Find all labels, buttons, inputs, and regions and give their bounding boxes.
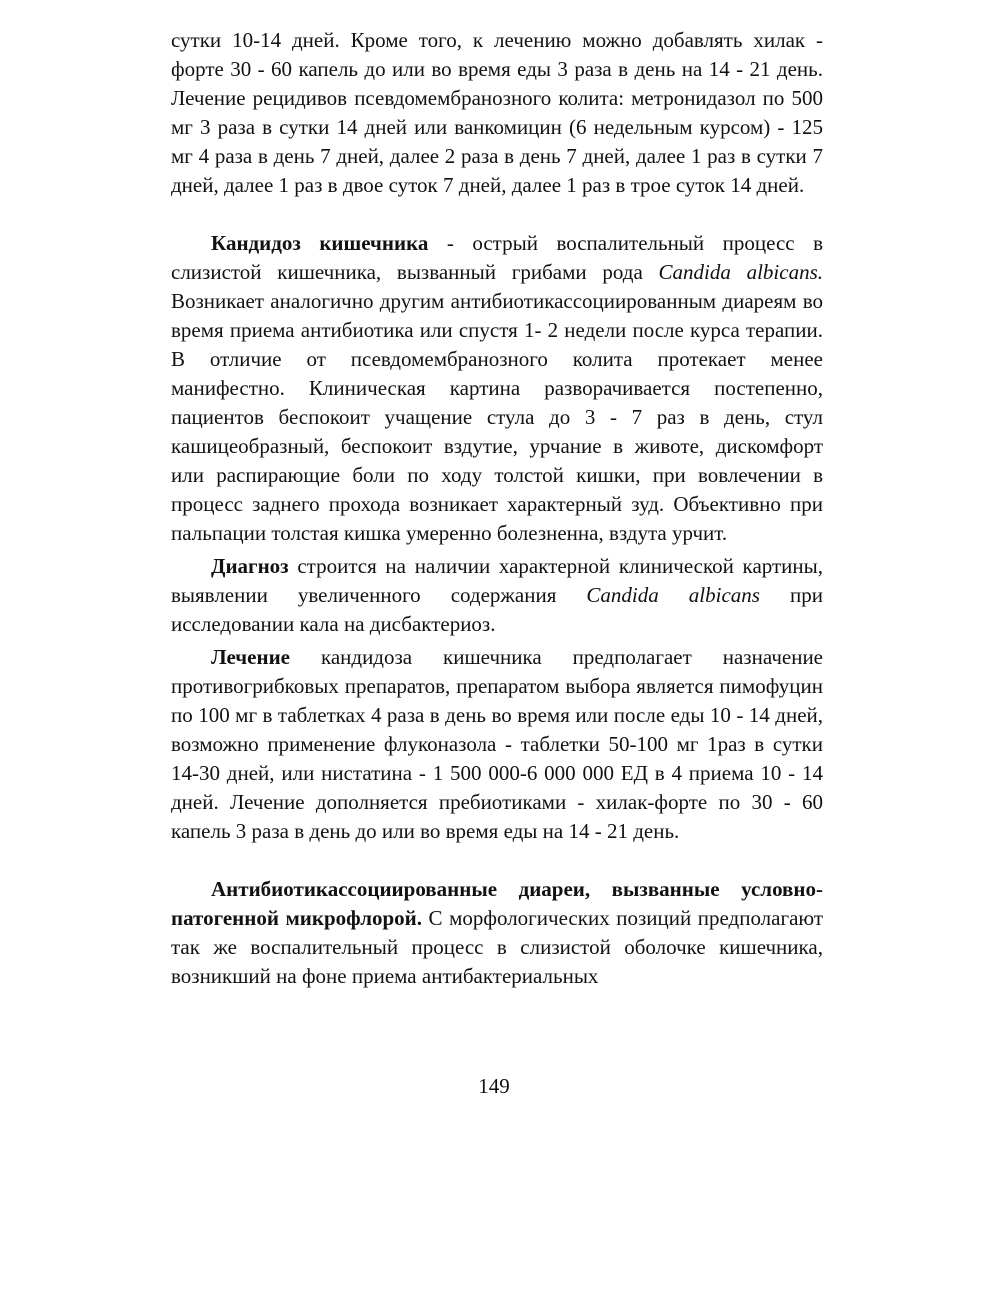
- page-body: [171, 26, 823, 991]
- section-heading: Лечение: [211, 645, 290, 669]
- paragraph-text: кандидоза кишечника предполагает назначение противогрибковых препаратов, препаратом выбора является пимофуцин по 100 мг в таблетках 4 раза в день во время или после еды 10 - 14 дней, возможно применение флуконазола - таблетки 50-100 мг 1раз в сутки 14-30 дней, или нистатина - 1 500 000-6 000 000 ЕД в 4 приема 10 - 14 дней. Лечение дополняется пребиотиками - хилак-форте по 30 - 60 капель 3 раза в день до или во время еды на 14 - 21 день.: [171, 645, 823, 843]
- species-name: Candida albicans: [586, 583, 760, 607]
- paragraph-treatment: [171, 643, 823, 846]
- section-heading: Антибиотикассоциированные диареи, вызванные условно-патогенной микрофлорой.: [171, 877, 823, 930]
- paragraph-text: строится на наличии характерной клинической картины, выявлении увеличенного содержания: [171, 554, 823, 607]
- paragraph-antibiotic-diarrhea: [171, 875, 823, 991]
- species-name: Candida albicans.: [658, 260, 823, 284]
- paragraph-treatment-continuation: [171, 26, 823, 200]
- paragraph-text: при исследовании кала на дисбактериоз.: [171, 583, 823, 636]
- paragraph-intestinal-candidiasis: [171, 229, 823, 548]
- paragraph-text: сутки 10-14 дней. Кроме того, к лечению можно добавлять хилак - форте 30 - 60 капель до или во время еды 3 раза в день на 14 - 21 день. Лечение рецидивов псевдомембранозного колита: метронидазол по 500 мг 3 раза в сутки 14 дней или ванкомицин (6 недельным курсом) - 125 мг 4 раза в день 7 дней, далее 2 раза в день 7 дней, далее 1 раз в сутки 7 дней, далее 1 раз в двое суток 7 дней, далее 1 раз в трое суток 14 дней.: [171, 28, 823, 197]
- paragraph-text: Возникает аналогично другим антибиотикассоциированным диареям во время приема антибиотика или спустя 1- 2 недели после курса терапии. В отличие от псевдомембранозного колита протекает менее манифестно. Клиническая картина разворачивается постепенно, пациентов беспокоит учащение стула до 3 - 7 раз в день, стул кашицеобразный, беспокоит вздутие, урчание в животе, дискомфорт или распирающие боли по ходу толстой кишки, при вовлечении в процесс заднего прохода возникает характерный зуд. Объективно при пальпации толстая кишка умеренно болезненна, вздута урчит.: [171, 289, 823, 545]
- section-heading: Кандидоз кишечника: [211, 231, 429, 255]
- page-number: 149: [478, 1074, 510, 1098]
- paragraph-gap: [171, 200, 823, 229]
- paragraph-text: С морфологических позиций предполагают так же воспалительный процесс в слизистой оболочке кишечника, возникший на фоне приема антибактериальных: [171, 906, 823, 988]
- paragraph-gap: [171, 846, 823, 875]
- section-heading: Диагноз: [211, 554, 289, 578]
- paragraph-diagnosis: [171, 552, 823, 639]
- paragraph-text: - острый воспалительный процесс в слизистой кишечника, вызванный грибами рода: [171, 231, 823, 284]
